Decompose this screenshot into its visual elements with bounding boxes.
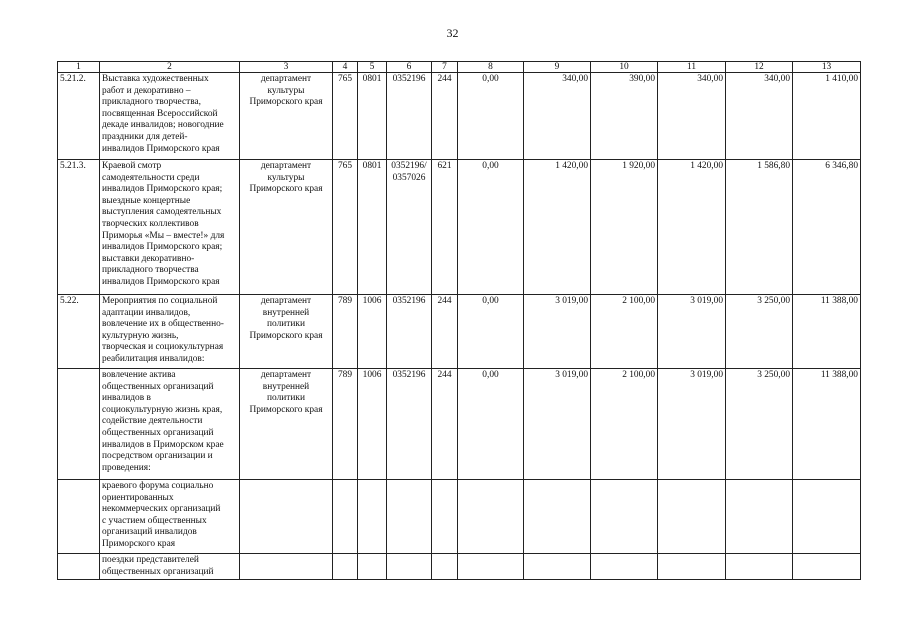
code-csr: 0352196 xyxy=(387,369,432,480)
executor: департамент культуры Приморского края xyxy=(240,73,333,160)
item-number xyxy=(58,480,100,554)
code-rzpr xyxy=(358,554,387,580)
amount xyxy=(591,480,658,554)
col-header: 12 xyxy=(726,62,793,73)
code-rzpr: 0801 xyxy=(358,73,387,160)
code-vr: 621 xyxy=(432,160,458,295)
amount: 340,00 xyxy=(524,73,591,160)
amount-total: 1 410,00 xyxy=(793,73,861,160)
amount-total: 6 346,80 xyxy=(793,160,861,295)
amount: 3 250,00 xyxy=(726,369,793,480)
item-number xyxy=(58,369,100,480)
col-header: 13 xyxy=(793,62,861,73)
header-row xyxy=(58,62,861,73)
code-vr: 244 xyxy=(432,369,458,480)
code-csr: 0352196 xyxy=(387,295,432,369)
amount: 2 100,00 xyxy=(591,295,658,369)
amount xyxy=(524,480,591,554)
amount xyxy=(726,554,793,580)
page-number: 32 xyxy=(446,26,459,40)
amount-total: 11 388,00 xyxy=(793,295,861,369)
code-grbs: 789 xyxy=(333,295,358,369)
executor xyxy=(240,480,333,554)
executor: департамент внутренней политики Приморского края xyxy=(240,295,333,369)
amount: 0,00 xyxy=(458,160,524,295)
amount-total: 11 388,00 xyxy=(793,369,861,480)
table-row xyxy=(58,73,861,160)
amount: 3 019,00 xyxy=(658,295,726,369)
item-number xyxy=(58,554,100,580)
code-vr: 244 xyxy=(432,73,458,160)
code-csr: 0352196 xyxy=(387,73,432,160)
col-header: 8 xyxy=(458,62,524,73)
code-rzpr xyxy=(358,480,387,554)
budget-table xyxy=(57,61,861,580)
table-row xyxy=(58,554,861,580)
code-vr xyxy=(432,480,458,554)
amount: 340,00 xyxy=(726,73,793,160)
col-header: 5 xyxy=(358,62,387,73)
amount: 1 586,80 xyxy=(726,160,793,295)
col-header: 3 xyxy=(240,62,333,73)
col-header: 6 xyxy=(387,62,432,73)
activity-description: Выставка художественных работ и декоративно – прикладного творчества, посвященная Всероссийской декаде инвалидов; новогодние праздники для детей- инвалидов Приморского края xyxy=(100,73,240,160)
executor xyxy=(240,554,333,580)
amount: 1 920,00 xyxy=(591,160,658,295)
code-grbs xyxy=(333,480,358,554)
activity-description: вовлечение актива общественных организаций инвалидов в социокультурную жизнь края, содействие деятельности общественных организаций инвалидов в Приморском крае посредством организации и проведения: xyxy=(100,369,240,480)
code-csr xyxy=(387,554,432,580)
amount xyxy=(658,554,726,580)
code-grbs: 765 xyxy=(333,160,358,295)
code-grbs: 765 xyxy=(333,73,358,160)
code-csr xyxy=(387,480,432,554)
amount: 1 420,00 xyxy=(658,160,726,295)
col-header: 9 xyxy=(524,62,591,73)
table-row xyxy=(58,369,861,480)
amount xyxy=(458,554,524,580)
amount: 340,00 xyxy=(658,73,726,160)
executor: департамент внутренней политики Приморского края xyxy=(240,369,333,480)
col-header: 7 xyxy=(432,62,458,73)
amount xyxy=(726,480,793,554)
col-header: 4 xyxy=(333,62,358,73)
executor: департамент культуры Приморского края xyxy=(240,160,333,295)
amount: 390,00 xyxy=(591,73,658,160)
code-grbs: 789 xyxy=(333,369,358,480)
code-grbs xyxy=(333,554,358,580)
item-number: 5.21.2. xyxy=(58,73,100,160)
col-header: 1 xyxy=(58,62,100,73)
activity-description: Мероприятия по социальной адаптации инвалидов, вовлечение их в общественно- культурную жизнь, творческая и социокультурная реабилитация инвалидов: xyxy=(100,295,240,369)
amount xyxy=(524,554,591,580)
amount xyxy=(591,554,658,580)
amount xyxy=(458,480,524,554)
table-row xyxy=(58,160,861,295)
code-rzpr: 1006 xyxy=(358,295,387,369)
amount-total xyxy=(793,554,861,580)
code-rzpr: 1006 xyxy=(358,369,387,480)
table-row xyxy=(58,295,861,369)
amount: 3 019,00 xyxy=(658,369,726,480)
code-rzpr: 0801 xyxy=(358,160,387,295)
amount: 3 019,00 xyxy=(524,369,591,480)
amount: 0,00 xyxy=(458,73,524,160)
amount: 2 100,00 xyxy=(591,369,658,480)
col-header: 2 xyxy=(100,62,240,73)
amount: 3 250,00 xyxy=(726,295,793,369)
amount: 0,00 xyxy=(458,295,524,369)
item-number: 5.22. xyxy=(58,295,100,369)
activity-description: поездки представителей общественных организаций xyxy=(100,554,240,580)
activity-description: краевого форума социально ориентированных некоммерческих организаций с участием общественных организаций инвалидов Приморского края xyxy=(100,480,240,554)
amount-total xyxy=(793,480,861,554)
code-vr: 244 xyxy=(432,295,458,369)
amount: 3 019,00 xyxy=(524,295,591,369)
table-row xyxy=(58,480,861,554)
code-vr xyxy=(432,554,458,580)
col-header: 10 xyxy=(591,62,658,73)
code-csr: 0352196/ 0357026 xyxy=(387,160,432,295)
activity-description: Краевой смотр самодеятельности среди инвалидов Приморского края; выездные концертные выступления самодеятельных творческих коллективов Приморья «Мы – вместе!» для инвалидов Приморского края; выставки декоративно- прикладного творчества инвалидов Приморского края xyxy=(100,160,240,295)
amount: 1 420,00 xyxy=(524,160,591,295)
item-number: 5.21.3. xyxy=(58,160,100,295)
amount xyxy=(658,480,726,554)
col-header: 11 xyxy=(658,62,726,73)
amount: 0,00 xyxy=(458,369,524,480)
